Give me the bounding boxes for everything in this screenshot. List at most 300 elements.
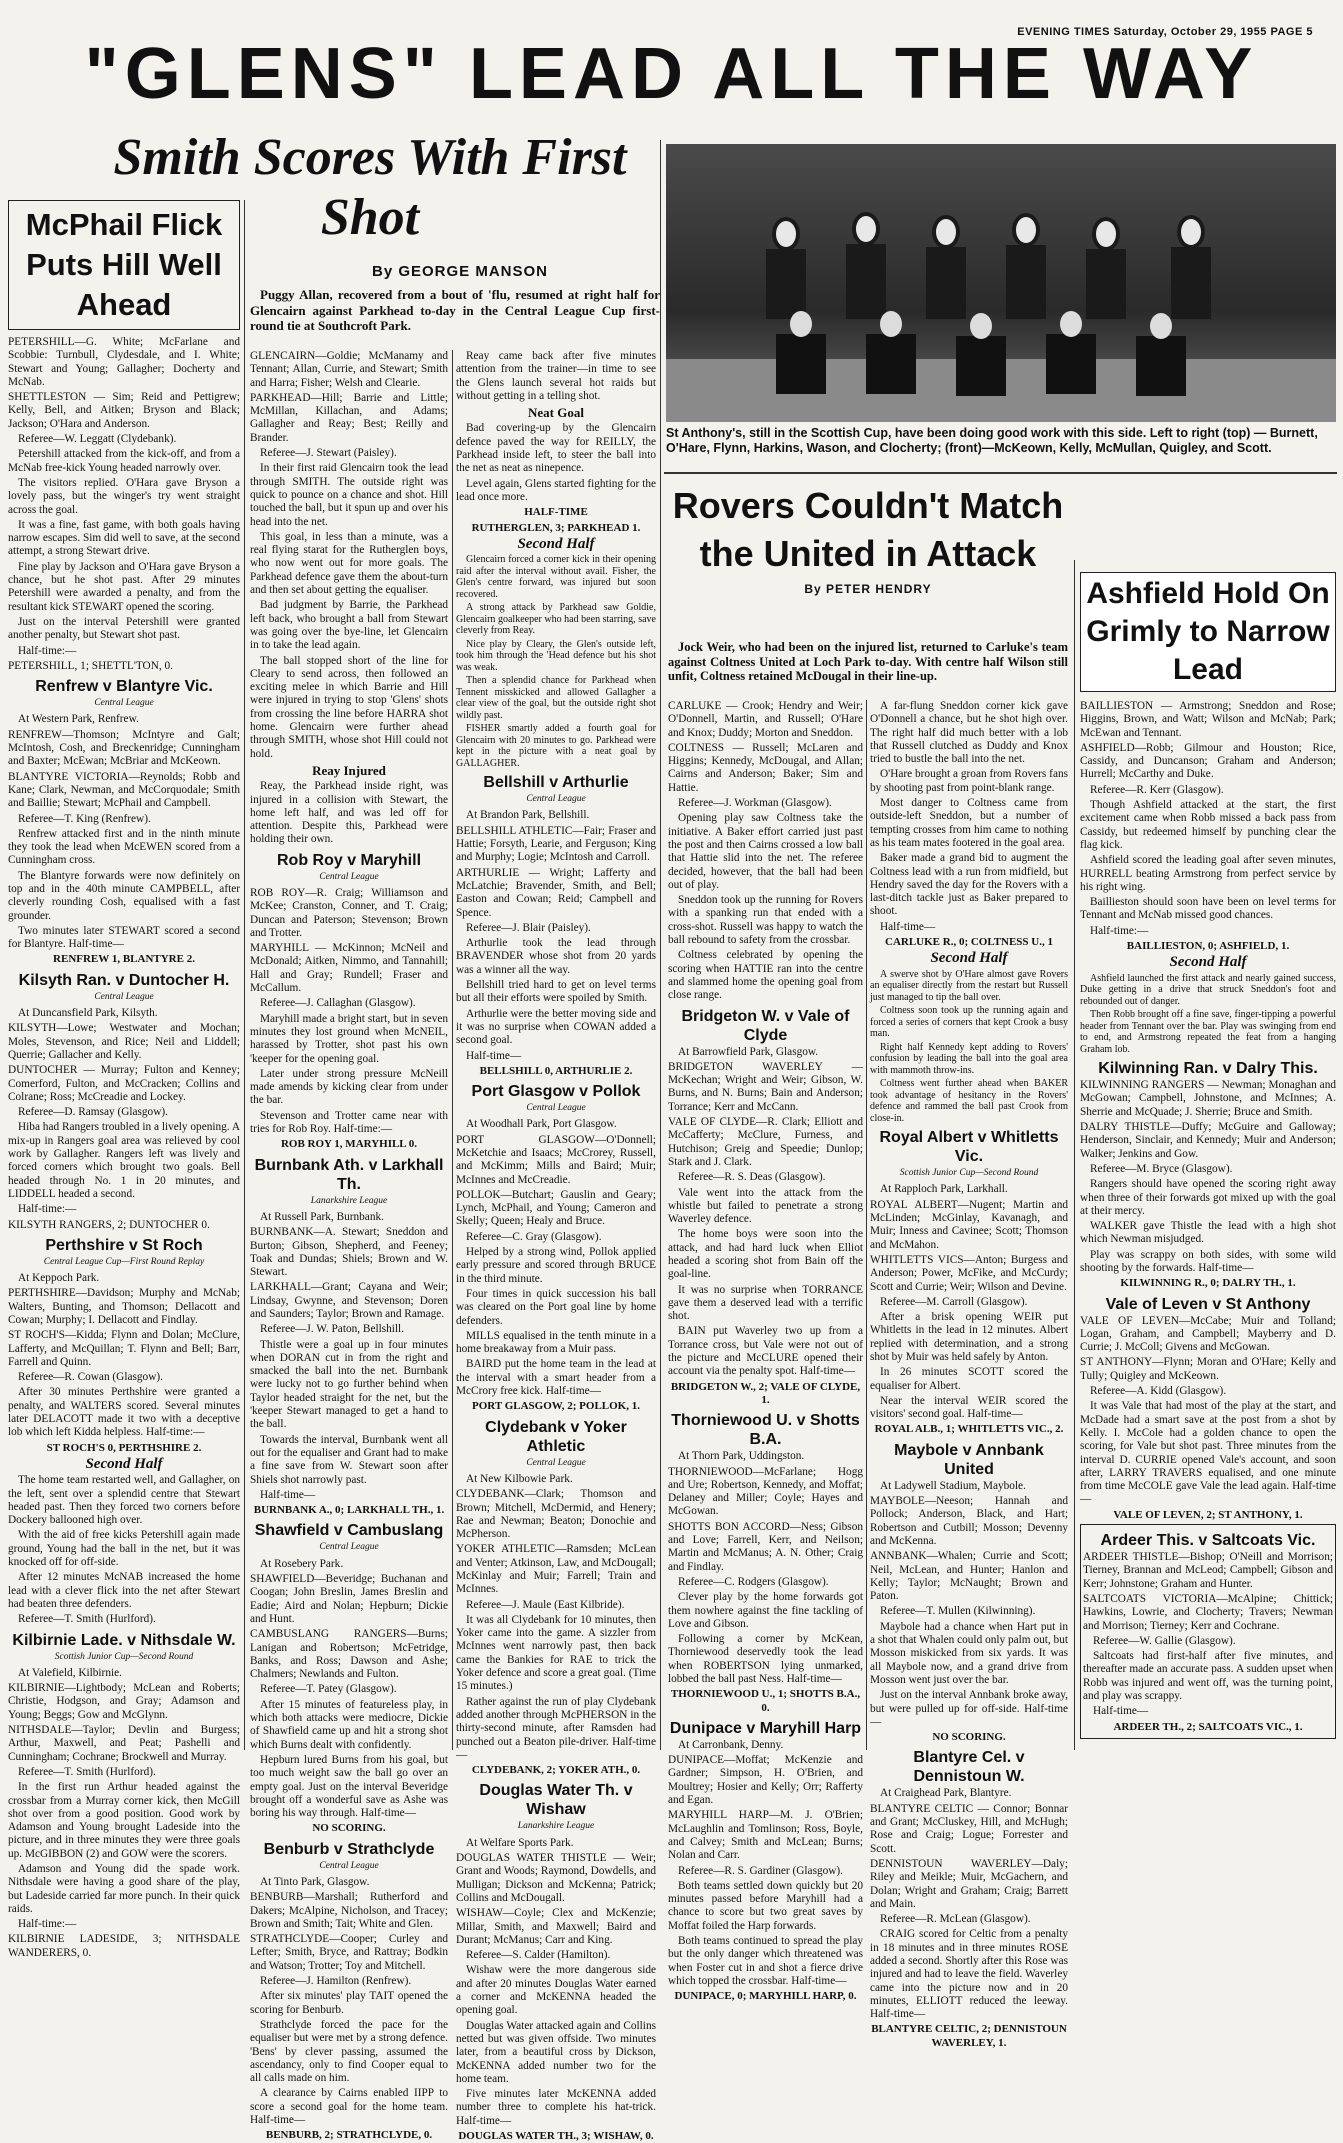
article-paragraph: Referee—J. Callaghan (Glasgow).	[260, 997, 416, 1010]
score-line: BRIDGETON W., 2; VALE OF CLYDE, 1.	[670, 1380, 861, 1406]
article-paragraph: BAILLIESTON — Armstrong; Sneddon and Rose; Higgins, Brown, and Watt; Wilson and McNab; Park; McEwan and Tennant.	[1080, 700, 1336, 739]
perthshire-report	[8, 1236, 240, 1627]
article-paragraph: PORT GLASGOW—O'Donnell; McKetchie and Isaacs; McCrorey, Russell, and McKimm; Mills and Baird; Muir; McInnes and McCreadie.	[456, 1133, 656, 1186]
article-paragraph: RENFREW—Thomson; McIntyre and Galt; McIntosh, Cosh, and Breckenridge; Cunningham and Baxter; McEwan; McBriar and McKeown.	[8, 728, 240, 768]
subheading: Reay Injured	[312, 762, 386, 778]
article-paragraph: After a brisk opening WEIR put Whitletts in the lead in 12 minutes. Albert replied with determination, and a strong shot by Muir was held safely by Anton.	[870, 1311, 1068, 1363]
article-paragraph: Referee—T. King (Renfrew).	[18, 812, 151, 825]
score-line: KILWINNING R., 0; DALRY TH., 1.	[1120, 1277, 1296, 1290]
benburb-report	[250, 1840, 448, 2143]
article-paragraph: Though Ashfield attacked at the start, the first excitement came when Robb missed a back pass from Cassidy, but redeemed himself by punching clear the flag kick.	[1080, 799, 1336, 851]
article-paragraph: At Barrowfield Park, Glasgow.	[678, 1045, 819, 1058]
glencairn-byline: By GEORGE MANSON	[371, 263, 549, 280]
article-paragraph: At Thorn Park, Uddingston.	[678, 1450, 805, 1463]
article-paragraph: SHAWFIELD—Beveridge; Buchanan and Coogan; John Breslin, James Breslin and Eadie; Aird and Nolan; Hepburn; Dickie and Hunt.	[250, 1573, 448, 1625]
bellshill-headline: Bellshill v Arthurlie	[483, 774, 629, 792]
column-2-body	[250, 350, 448, 2142]
column-5	[870, 700, 1068, 2049]
article-paragraph: Referee—M. Carroll (Glasgow).	[880, 1295, 1028, 1308]
petershill-article	[8, 200, 240, 673]
team-photo-image	[666, 144, 1336, 422]
league-label: Central League	[94, 698, 154, 709]
article-paragraph: BURNBANK—A. Stewart; Sneddon and Burton; Gibson, Shepherd, and Feeney; Toak and Dundas; Shiels; Brown and W. Stewart.	[250, 1226, 448, 1279]
column-rule	[660, 140, 661, 1750]
article-paragraph: Level again, Glens started fighting for the lead once more.	[456, 477, 656, 503]
section-rule	[664, 472, 1337, 474]
article-paragraph: Referee—R. S. Deas (Glasgow).	[678, 1171, 826, 1184]
column-3	[456, 350, 656, 2142]
article-paragraph: Ashfield scored the leading goal after seven minutes, HURRELL beating Armstrong from perfect service by his right wing.	[1080, 854, 1336, 893]
score-line: BURNBANK A., 0; LARKHALL TH., 1.	[253, 1504, 445, 1517]
column-1	[8, 207, 240, 1959]
score-line: PETERSHILL, 1; SHETTL'TON, 0.	[8, 659, 173, 672]
article-paragraph: Hepburn lured Burns from his goal, but too much weight saw the ball go over an empty goal. Just on the interval Beveridge brought off a wonderful save as Ashe was boring his way through. Half-time—	[250, 1753, 448, 1820]
dunipace-headline: Dunipace v Maryhill Harp	[669, 1719, 862, 1737]
page-headline: "GLENS" LEAD ALL THE WAY	[84, 34, 1259, 114]
article-paragraph: SALTCOATS VICTORIA—McAlpine; Chittick; Hawkins, Lowrie, and Clocherty; Travers; Newman and Morrison; Tierney; Kerr and Cochrane.	[1083, 1592, 1333, 1632]
article-paragraph: Baillieston should soon have been on level terms for Tennant and McNab missed good chances.	[1080, 896, 1336, 922]
article-paragraph: LARKHALL—Grant; Cayana and Weir; Lindsay, Gwynne, and Stevenson; Doren and Saunders; Taylor; Brown and Ramage.	[250, 1281, 448, 1320]
article-paragraph: Then Robb brought off a fine save, finger-tipping a powerful header from Tennant over the bar. Play was swinging from end to end, and Armstrong repeated the feat from a hanging Graham lob.	[1080, 1009, 1336, 1055]
article-paragraph: A strong attack by Parkhead saw Goldie, Glencairn goalkeeper who had been starring, save cleverly from Reay.	[456, 602, 656, 637]
article-paragraph: Bad judgment by Barrie, the Parkhead left back, who brought a ball from Stewart was going over the bye-line, let Glencairn in to take the lead again.	[250, 599, 448, 652]
article-paragraph: Referee—W. Leggatt (Clydebank).	[18, 433, 177, 446]
glencairn-headline-text: Smith Scores With First Shot	[113, 129, 627, 246]
article-paragraph: KILSYTH—Lowe; Westwater and Mochan; Moles, Stevenson, and Rice; Neil and Liddell; Querrie; Gallacher and Kelly.	[8, 1022, 240, 1061]
article-paragraph: DALRY THISTLE—Duffy; McGuire and Galloway; Henderson, Sinclair, and Kennedy; Muir and Anderson; Walker; Jenkins and Gow.	[1080, 1121, 1336, 1160]
clydebank-report	[456, 1418, 656, 1778]
article-paragraph: Rangers should have opened the scoring right away when three of their forwards got mixed up with the goal at their mercy.	[1080, 1178, 1336, 1217]
article-paragraph: Referee—R. Cowan (Glasgow).	[18, 1371, 163, 1384]
score-line: NO SCORING.	[312, 1822, 386, 1835]
article-paragraph: At Ladywell Stadium, Maybole.	[880, 1479, 1026, 1492]
article-paragraph: Referee—A. Kidd (Glasgow).	[1090, 1385, 1227, 1398]
article-paragraph: DENNISTOUN WAVERLEY—Daly; Riley and Meikle; Muir, McGachern, and Dolan; Wright and Graham; Craig; Barrett and Main.	[870, 1857, 1068, 1910]
article-paragraph: Petershill attacked from the kick-off, and from a McNab free-kick Young headed narrowly over.	[8, 448, 240, 474]
article-paragraph: SHETTLESTON — Sim; Reid and Pettigrew; Kelly, Bell, and Aitken; Bryson and Black; Jackson; O'Hara and Anderson.	[8, 391, 240, 430]
article-paragraph: Referee—J. Maule (East Kilbride).	[466, 1598, 625, 1611]
article-paragraph: PETERSHILL—G. White; McFarlane and Scobbie: Turnbull, Clydesdale, and I. White; Stewart and Young; Gallagher; Docherty and McNab.	[8, 336, 240, 388]
article-paragraph: DUNTOCHER — Murray; Fulton and Kenney; Comerford, Fulton, and McCracken; Collins and Colrane; Ross; McCreadie and Lockey.	[8, 1064, 240, 1103]
article-paragraph: NITHSDALE—Taylor; Devlin and Burgess; Arthur, Maxwell, and Peat; Pashelli and Cunningham; Cochrane; Brockwell and Murray.	[8, 1724, 240, 1763]
article-paragraph: Fine play by Jackson and O'Hara gave Bryson a chance, but he shot past. After 29 minutes Petershill were awarded a penalty, and from the resultant kick STEWART opened the scoring.	[8, 560, 240, 613]
article-paragraph: Near the interval WEIR scored the visitors' second goal. Half-time—	[870, 1394, 1068, 1421]
score-line: DUNIPACE, 0; MARYHILL HARP, 0.	[674, 1990, 857, 2003]
article-paragraph: BELLSHILL ATHLETIC—Fair; Fraser and Hattie; Forsyth, Learie, and Ferguson; King and Murphy; Logie; McIntosh and Carroll.	[456, 824, 656, 864]
article-paragraph: MARYHILL — McKinnon; McNeil and McDonald; Aitken, Nimmo, and Tannahill; Hall and Gray; Rundell; Fraser and McCallum.	[250, 942, 448, 995]
column-rule	[1074, 560, 1075, 1750]
article-paragraph: The visitors replied. O'Hara gave Bryson a lovely pass, but the winger's try went straight across the goal.	[8, 476, 240, 516]
article-paragraph: Referee—D. Ramsay (Glasgow).	[18, 1106, 168, 1119]
article-paragraph: Renfrew attacked first and in the ninth minute they took the lead when McEWEN scored from a Cunningham cross.	[8, 827, 240, 867]
article-paragraph: ROB ROY—R. Craig; Williamson and McKee; Cranston, Conner, and T. Craig; Duncan and Paterson; Stevenson; Brown and Trotter.	[250, 886, 448, 939]
article-paragraph: WHITLETTS VICS—Anton; Burgess and Anderson; Power, McFike, and McCurdy; Scott and Currie; Weir; Wilson and Devine.	[870, 1253, 1068, 1293]
league-label: Central League	[94, 991, 154, 1002]
ashfield-headline-box	[1080, 572, 1336, 692]
article-paragraph: Two minutes later STEWART scored a second for Blantyre. Half-time—	[8, 924, 240, 951]
article-paragraph: ARDEER THISTLE—Bishop; O'Neill and Morrison; Tierney, Brannan and McLeod; Campbell; Gibson and Kerr; Johnstone; Graham and Hunter.	[1083, 1551, 1333, 1590]
article-paragraph: BAIN put Waverley two up from a Torrance cross, but Vale were not out of the picture and McCLURE opened their account via the penalty spot. Half-time—	[668, 1325, 863, 1378]
score-line: NO SCORING.	[932, 1731, 1006, 1744]
article-paragraph: It was a fine, fast game, with both goals having narrow escapes. Sim did well to save, at the second attempt, a strong Stewart drive.	[8, 518, 240, 558]
second-half-heading: Second Half	[85, 1455, 163, 1472]
article-paragraph: The Blantyre forwards were now definitely on top and in the 40th minute CAMPBELL, after cleverly rounding Cosh, equalised with a fast grounder.	[8, 869, 240, 922]
second-half-heading: Second Half	[930, 950, 1008, 967]
portglasgow-report	[456, 1082, 656, 1414]
score-line: BLANTYRE CELTIC, 2; DENNISTOUN WAVERLEY, 1.	[871, 2023, 1067, 2049]
half-time-label: HALF-TIME	[524, 506, 588, 519]
article-paragraph: Wishaw were the more dangerous side and after 20 minutes Douglas Water earned a corner and McKENNA headed the opening goal.	[456, 1964, 656, 2017]
team-photo-caption: St Anthony's, still in the Scottish Cup, have been doing good work with this side. Left to right (top) — Burnett, O'Hare, Flynn, Harkins, Wason, and Clocherty; (front)—McKeown, Kelly, McMullan, Quigley, and Scott.	[666, 426, 1318, 455]
article-paragraph: VALE OF LEVEN—McCabe; Muir and Tolland; Logan, Graham, and Campbell; Mayberry and D. Currie; J. McColl; Givens and McGowan.	[1080, 1314, 1336, 1354]
article-paragraph: Play was scrappy on both sides, with some wild shooting by the forwards. Half-time—	[1080, 1248, 1336, 1274]
article-paragraph: ARTHURLIE — Wright; Lafferty and McLatchie; Bravender, Smith, and Bell; Easton and Cowan; Reid; Campbell and Spence.	[456, 866, 656, 919]
article-paragraph: ANNBANK—Whalen; Currie and Scott; Neil, McLean, and Hunter; Hanlon and Kelly; Taylor; McNaught; Brown and Paton.	[870, 1550, 1068, 1603]
article-paragraph: Rather against the run of play Clydebank added another through McPHERSON in the thirty-second minute, after Ramsden had punched out a Beaton pile-driver. Half-time—	[456, 1695, 656, 1761]
score-line: BAILLIESTON, 0; ASHFIELD, 1.	[1126, 940, 1290, 953]
article-paragraph: WALKER gave Thistle the lead with a high shot which Newman misjudged.	[1080, 1220, 1336, 1246]
article-paragraph: Referee—R. Kerr (Glasgow).	[1090, 783, 1224, 796]
article-paragraph: Vale went into the attack from the whistle but failed to penetrate a strong Waverley defence.	[668, 1186, 863, 1226]
article-paragraph: Following a corner by McKean, Thorniewood deservedly took the lead when ROBERTSON lying unmarked, lobbed the ball past Ness. Half-time—	[668, 1633, 863, 1685]
article-paragraph: POLLOK—Butchart; Gauslin and Geary; Lynch, McPhail, and Young; Cameron and Skelly; Queen; Healy and Bruce.	[456, 1188, 656, 1228]
article-paragraph: Referee—T. Smith (Hurlford).	[18, 1613, 156, 1626]
article-paragraph: PERTHSHIRE—Davidson; Murphy and McNab; Walters, Bunting, and Thomson; Dellacott and Cowan; Murphy; I. Dellacott and Findlay.	[8, 1287, 240, 1326]
article-paragraph: DOUGLAS WATER THISTLE — Weir; Grant and Woods; Raymond, Dowdells, and Mulligan; Dickson and McKenna; Patrick; Collins and McDougall.	[456, 1852, 656, 1904]
valeofleven-report	[1080, 1295, 1336, 1522]
score-line: KILSYTH RANGERS, 2; DUNTOCHER 0.	[8, 1218, 210, 1231]
article-paragraph: ROYAL ALBERT—Nugent; Martin and McLinden; McGinlay, Kavanagh, and Muir; Inness and Cavinee; Scott; Thomson and McMahon.	[870, 1198, 1068, 1251]
article-paragraph: Saltcoats had first-half after five minutes, and thereafter made an accurate pass. A sudden upset when Robb was injured and went off, was the turning point, and play was scrappy.	[1083, 1650, 1333, 1703]
article-paragraph: At Craighead Park, Blantyre.	[880, 1787, 1012, 1800]
article-paragraph: Coltness celebrated by opening the scoring when HATTIE ran into the centre and slammed home the opening goal from close range.	[668, 949, 863, 1002]
douglas-headline: Douglas Water Th. v Wishaw	[479, 1782, 633, 1819]
article-paragraph: Coltness soon took up the running again and forced a series of corners that kept Crook a busy man.	[870, 1005, 1068, 1040]
score-line: KILBIRNIE LADESIDE, 3; NITHSDALE WANDERERS, 0.	[8, 1933, 240, 1959]
score-line: CLYDEBANK, 2; YOKER ATH., 0.	[471, 1764, 641, 1777]
league-label: Central League Cup—First Round Replay	[43, 1256, 205, 1267]
league-label: Central League	[319, 1860, 379, 1871]
article-paragraph: The home boys were soon into the attack, and had hard luck when Elliot headed a scoring shot from Bain off the goal-line.	[668, 1228, 863, 1281]
article-paragraph: At Russell Park, Burnbank.	[260, 1210, 384, 1223]
article-paragraph: Half-time:—	[18, 1203, 77, 1216]
article-paragraph: Towards the interval, Burnbank went all out for the equaliser and Grant had to make a fine save from W. Stewart soon after Shiels shot narrowly past.	[250, 1433, 448, 1486]
article-paragraph: Arthurlie took the lead through BRAVENDER whose shot from 20 yards was a winner all the way.	[456, 937, 656, 976]
glencairn-head	[70, 128, 650, 280]
article-paragraph: Coltness went further ahead when BAKER took advantage of hesitancy in the Rovers' defence and rammed the ball past Crook from close-in.	[870, 1078, 1068, 1124]
score-line: ST ROCH'S 0, PERTHSHIRE 2.	[46, 1441, 202, 1454]
article-paragraph: Half-time—	[260, 1488, 316, 1501]
renfrew-report	[8, 677, 240, 967]
article-paragraph: A far-flung Sneddon corner kick gave O'Donnell a chance, but he shot high over. The right half did much better with a lob that Russell clutched as Duddy and Knox tried to bustle the ball into the net.	[870, 700, 1068, 766]
article-paragraph: CLYDEBANK—Clark; Thomson and Brown; Mitchell, McDermid, and Henery; Rae and Newman; Beaton; Donochie and McPherson.	[456, 1488, 656, 1541]
league-label: Central League	[319, 871, 379, 882]
article-paragraph: Then a splendid chance for Parkhead when Tennent misskicked and allowed Gallagher a clear view of the goal, but the outside right shot wildly past.	[456, 675, 656, 721]
article-paragraph: ST ANTHONY—Flynn; Moran and O'Hare; Kelly and Tully; Quigley and McKeown.	[1080, 1356, 1336, 1382]
ardeer-report	[1080, 1524, 1336, 1739]
article-paragraph: Later under strong pressure McNeill made amends by kicking clear from under the bar.	[250, 1067, 448, 1107]
article-paragraph: YOKER ATHLETIC—Ramsden; McLean and Venter; Atkinson, Law, and McDougall; McKinlay and Muir; Farrell; Train and McInnes.	[456, 1543, 656, 1596]
article-paragraph: Baker made a grand bid to augment the Coltness lead with a run from midfield, but Hendry saved the day for the Rovers with a last-ditch tackle just as Baker prepared to shoot.	[870, 852, 1068, 918]
article-paragraph: COLTNESS — Russell; McLaren and Higgins; Kennedy, McDougal, and Allan; Cairns and Anderson; Baker; Sim and Hattie.	[668, 741, 863, 794]
article-paragraph: Referee—W. Gallie (Glasgow).	[1093, 1634, 1236, 1647]
maybole-headline: Maybole v Annbank United	[894, 1441, 1044, 1478]
shawfield-report	[250, 1521, 448, 1835]
rovers-intro: Jock Weir, who had been on the injured list, returned to Carluke's team against Coltness United at Loch Park to-day. With centre half Wilson still unfit, Coltness retained McDougal in their line-up.	[668, 640, 1068, 683]
league-label: Central League	[319, 1542, 379, 1553]
article-paragraph: DUNIPACE—Moffat; McKenzie and Gardner; Simpson, H. O'Brien, and Moultrey; Hosier and Kelly; Orr; Rafferty and Egan.	[668, 1754, 863, 1807]
article-paragraph: At Duncansfield Park, Kilsyth.	[18, 1007, 158, 1020]
article-paragraph: Referee—J. W. Paton, Bellshill.	[260, 1323, 405, 1336]
article-paragraph: Maryhill made a bright start, but in seven minutes they lost ground when McNEIL, harassed by Trotter, shot past his own 'keeper for the opening goal.	[250, 1012, 448, 1065]
article-paragraph: Referee—T. Patey (Glasgow).	[260, 1683, 397, 1696]
article-paragraph: Five minutes later McKENNA added number three to complete his hat-trick. Half-time—	[456, 2088, 656, 2127]
article-paragraph: Reay came back after five minutes attention from the trainer—in time to see the Glens launch several hot raids but without getting in a telling shot.	[456, 350, 656, 402]
article-paragraph: Bellshill tried hard to get on level terms but all their efforts were spoiled by Smith.	[456, 979, 656, 1005]
article-paragraph: Referee—C. Rodgers (Glasgow).	[678, 1575, 829, 1588]
article-paragraph: WISHAW—Coyle; Clex and McKenzie; Millar, Smith, and Maxwell; Baird and Durant; McManus; Carr and King.	[456, 1907, 656, 1946]
portglasgow-headline: Port Glasgow v Pollok	[471, 1083, 641, 1101]
article-paragraph: Stevenson and Trotter came near with tries for Rob Roy. Half-time:—	[250, 1109, 448, 1136]
article-paragraph: Half-time:—	[1090, 924, 1149, 937]
perthshire-headline: Perthshire v St Roch	[45, 1236, 203, 1254]
bridgeton-headline: Bridgeton W. v Vale of Clyde	[681, 1007, 850, 1044]
article-paragraph: Referee—J. Stewart (Paisley).	[260, 447, 397, 460]
kilsyth-headline: Kilsyth Ran. v Duntocher H.	[18, 971, 230, 989]
thorniewood-headline: Thorniewood U. v Shotts B.A.	[671, 1412, 860, 1449]
league-label: Lanarkshire League	[310, 1195, 388, 1206]
royalalbert-report	[870, 1128, 1068, 1437]
article-paragraph: Clever play by the home forwards got them nowhere against the fine tackling of Love and Gibson.	[668, 1591, 863, 1630]
article-paragraph: Glencairn forced a corner kick in their opening raid after the interval without avail. Fisher, the Glen's centre forward, was injured but soon recovered.	[456, 554, 656, 600]
burnbank-report	[250, 1156, 448, 1518]
column-rule	[244, 200, 245, 1750]
article-paragraph: Sneddon took up the running for Rovers with a spanking run that ended with a cross-shot. Russell was happy to watch the ball rebound to safety from the crossbar.	[668, 894, 863, 947]
article-paragraph: Half-time—	[880, 920, 936, 933]
league-label: Lanarkshire League	[517, 1821, 595, 1832]
valeofleven-headline: Vale of Leven v St Anthony	[1105, 1295, 1311, 1313]
article-paragraph: After 12 minutes McNAB increased the home lead with a clever flick into the net after Stewart had beaten three defenders.	[8, 1571, 240, 1610]
article-paragraph: MILLS equalised in the tenth minute in a home breakaway from a Muir pass.	[456, 1329, 656, 1356]
score-line: RUTHERGLEN, 3; PARKHEAD 1.	[471, 521, 641, 534]
glencairn-headline	[70, 128, 650, 248]
article-paragraph: SHOTTS BON ACCORD—Ness; Gibson and Love; Farrell, Kerr, and Neilson; Martin and McManus; A. N. Other; Craig and Findlay.	[668, 1520, 863, 1573]
article-paragraph: Nice play by Cleary, the Glen's outside left, took him through the 'Head defence but his shot was weak.	[456, 638, 656, 673]
second-half-heading: Second Half	[517, 535, 595, 552]
kilsyth-report	[8, 971, 240, 1232]
rovers-headline: Rovers Couldn't Match the United in Attack	[672, 485, 1064, 574]
article-paragraph: VALE OF CLYDE—R. Clark; Elliott and McCafferty; McClure, Furness, and Hutchison; Greig and Speedie; Dunlop; Stark and J. Clark.	[668, 1116, 863, 1168]
article-paragraph: Referee—S. Calder (Hamilton).	[466, 1949, 611, 1962]
dunipace-report	[668, 1719, 863, 2004]
league-label: Central League	[526, 794, 586, 805]
glencairn-intro: Puggy Allan, recovered from a bout of 'flu, resumed at right half for Glencairn against Parkhead to-day in the Central League Cup first-round tie at Southcroft Park.	[250, 287, 660, 333]
rovers-byline: By PETER HENDRY	[804, 582, 932, 596]
article-paragraph: A swerve shot by O'Hare almost gave Rovers an equaliser directly from the restart but Russell just managed to tip the ball over.	[870, 968, 1068, 1003]
article-paragraph: FISHER smartly added a fourth goal for Glencairn with 20 minutes to go. Parkhead were kept in the picture with a neat goal by GALLAGHER.	[456, 723, 656, 769]
article-paragraph: At Tinto Park, Glasgow.	[260, 1875, 370, 1888]
blantyrecel-headline: Blantyre Cel. v Dennistoun W.	[913, 1749, 1025, 1786]
article-paragraph: At Brandon Park, Bellshill.	[466, 809, 590, 822]
ardeer-headline: Ardeer This. v Saltcoats Vic.	[1100, 1532, 1316, 1550]
article-paragraph: With the aid of free kicks Petershill again made ground, Young had the ball in the net, but it was knocked off for off-side.	[8, 1529, 240, 1569]
article-paragraph: At Rapploch Park, Larkhall.	[880, 1183, 1008, 1196]
article-paragraph: At Western Park, Renfrew.	[18, 713, 139, 726]
score-line: CARLUKE R., 0; COLTNESS U., 1	[885, 936, 1053, 949]
article-paragraph: Referee—T. Mullen (Kilwinning).	[880, 1605, 1036, 1618]
score-line: PORT GLASGOW, 2; POLLOK, 1.	[471, 1400, 640, 1413]
rovers-head	[668, 482, 1068, 596]
page-folio: EVENING TIMES Saturday, October 29, 1955 PAGE 5	[1017, 26, 1313, 38]
thorniewood-report	[668, 1411, 863, 1715]
article-paragraph: BRIDGETON WAVERLEY — McKechan; Wright and Weir; Gibson, W. Burns, and N. Burns; Bain and Anderson; Torrance; Kerr and McCann.	[668, 1060, 863, 1113]
kilwinning-report	[1080, 1059, 1336, 1290]
benburb-headline: Benburb v Strathclyde	[263, 1840, 435, 1858]
score-line: BENBURB, 2; STRATHCLYDE, 0.	[265, 2129, 433, 2142]
burnbank-headline: Burnbank Ath. v Larkhall Th.	[254, 1156, 444, 1193]
article-paragraph: Referee—J. Hamilton (Renfrew).	[260, 1975, 412, 1988]
article-paragraph: Reay, the Parkhead inside right, was injured in a collision with Stewart, the home left half, and was led off for attention. Despite this, Parkhead were holding their own.	[250, 780, 448, 846]
column-6	[1080, 572, 1336, 1750]
kilbirnie-report	[8, 1631, 240, 1961]
article-paragraph: Referee—C. Gray (Glasgow).	[466, 1230, 602, 1243]
article-paragraph: Arthurlie were the better moving side and it was no surprise when COWAN added a second goal.	[456, 1007, 656, 1047]
robroy-report	[250, 851, 448, 1152]
article-paragraph: It was Vale that had most of the play at the start, and McDade had a smart save at the post from a shot by Kelly. I. McCole had a golden chance to open the scoring, for Vale but shot past. Three minutes from the interval D. CURRIE opened Vale's account, and soon after, LARRY TRAVERS equalised, and one minute from time McCOLE gave Vale the lead again. Half-time—	[1080, 1400, 1336, 1506]
kilbirnie-headline: Kilbirnie Lade. v Nithsdale W.	[12, 1631, 236, 1649]
article-paragraph: Hiba had Rangers troubled in a lively opening. A mix-up in Rangers goal area was relieved by cool work by Gallagher. Rangers left was lively and forced corners which brought two goals. Bell headed through No. 1 in 20 minutes, and LIDDELL headed a second.	[8, 1121, 240, 1200]
ashfield-headline: Ashfield Hold On Grimly to Narrow Lead	[1086, 577, 1330, 686]
article-paragraph: KILBIRNIE—Lightbody; McLean and Roberts; Christie, Hodgson, and Gray; Adamson and Young; Beggs; Gow and McGlynn.	[8, 1682, 240, 1721]
kilwinning-headline: Kilwinning Ran. v Dalry This.	[1098, 1060, 1318, 1078]
article-paragraph: This goal, in less than a minute, was a real flying starat for the Rutherglen boys, who now went out for more goals. The Parkhead defence gave them the about-turn and then set about getting the equaliser.	[250, 530, 448, 597]
article-paragraph: At Welfare Sports Park.	[466, 1836, 574, 1849]
article-paragraph: At Keppoch Park.	[18, 1272, 100, 1285]
bridgeton-report	[668, 1007, 863, 1408]
article-paragraph: MARYHILL HARP—M. J. O'Brien; McLaughlin and Tomlinson; Ross, Boyle, and Calvey; Smith and McLean; Burns; Nolan and Carr.	[668, 1809, 863, 1862]
article-paragraph: In 26 minutes SCOTT scored the equaliser for Albert.	[870, 1366, 1068, 1392]
article-paragraph: Maybole had a chance when Hart put in a shot that Whalen could only palm out, but Mosson miskicked from six yards. It was all Maybole now, and a grand drive from Mosson went just over the bar.	[870, 1620, 1068, 1686]
article-paragraph: After 30 minutes Perthshire were granted a penalty, and WALTERS scored. Several minutes later DELACOTT made it two with a deceptive lob which left Kidda helpless. Half-time:—	[8, 1386, 240, 1439]
article-paragraph: Both teams settled down quickly but 20 minutes passed before Maryhill had a chance to score but two great saves by Moffat foiled the Harp forwards.	[668, 1879, 863, 1932]
article-paragraph: Douglas Water attacked again and Collins netted but was given offside. Two minutes later, from a beautiful cross by Dickson, McKENNA added number two for the home team.	[456, 2019, 656, 2085]
score-line: VALE OF LEVEN, 2; ST ANTHONY, 1.	[1113, 1508, 1303, 1521]
column-rule	[866, 700, 867, 1750]
score-line: ROYAL ALB., 1; WHITLETTS VIC., 2.	[874, 1423, 1064, 1436]
article-paragraph: At Woodhall Park, Port Glasgow.	[466, 1118, 617, 1131]
article-paragraph: Half-time—	[466, 1049, 522, 1062]
maybole-report	[870, 1441, 1068, 1745]
league-label: Scottish Junior Cup—Second Round	[54, 1651, 194, 1662]
article-paragraph: Half-time:—	[18, 1918, 77, 1931]
article-paragraph: Strathclyde forced the pace for the equaliser but were met by a strong defence. 'Bens' by clever passing, assumed the ascendancy, only to find Cooper equal to all calls made on him.	[250, 2018, 448, 2085]
article-paragraph: Referee—T. Smith (Hurlford).	[18, 1765, 156, 1778]
article-paragraph: It was no surprise when TORRANCE gave them a deserved lead with a terrific shot.	[668, 1283, 863, 1323]
column-4	[668, 700, 863, 2003]
article-paragraph: Four times in quick succession his ball was cleared on the Port goal line by home defenders.	[456, 1287, 656, 1327]
article-paragraph: THORNIEWOOD—McFarlane; Hogg and Ure; Robertson, Kennedy, and Moffat; Delaney and Miller; Coyle; Hayes and McGowan.	[668, 1465, 863, 1518]
article-paragraph: BENBURB—Marshall; Rutherford and Dakers; McAlpine, Nicholson, and Tracey; Brown and Smith; Tait; White and Glen.	[250, 1891, 448, 1930]
rovers-intro-box	[668, 640, 1068, 692]
article-paragraph: CARLUKE — Crook; Hendry and Weir; O'Donnell, Martin, and Russell; O'Hare and Knox; Duddy; Morton and Sneddon.	[668, 700, 863, 739]
article-paragraph: Bad covering-up by the Glencairn defence paved the way for REILLY, the Parkhead inside left, to steer the ball into the net as neat as ninepence.	[456, 422, 656, 475]
score-line: THORNIEWOOD U., 1; SHOTTS B.A., 0.	[670, 1688, 861, 1714]
score-line: DOUGLAS WATER TH., 3; WISHAW, 0.	[458, 2129, 654, 2142]
article-paragraph: ST ROCH'S—Kidda; Flynn and Dolan; McClure, Lafferty, and McQuillan; T. Flynn and Bell; Barr, Farrell and Quinn.	[8, 1329, 240, 1368]
article-paragraph: The ball stopped short of the line for Cleary to send across, then followed an exciting melee in which Barrie and Hill were injured in trying to stop 'Glens' shots from crossing the line before HARRA shot home. Glencairn were further ahead through SMITH, whose shot Hill could not hold.	[250, 654, 448, 760]
score-line: ARDEER TH., 2; SALTCOATS VIC., 1.	[1113, 1720, 1303, 1733]
article-paragraph: BLANTYRE CELTIC — Connor; Bonnar and Grant; McCluskey, Hill, and McHugh; Rose and Craig; Logue; Forrester and Scott.	[870, 1802, 1068, 1855]
article-paragraph: At Rosebery Park.	[260, 1557, 344, 1570]
article-paragraph: Helped by a strong wind, Pollok applied early pressure and scored through BRUCE in the third minute.	[456, 1246, 656, 1285]
article-paragraph: Right half Kennedy kept adding to Rovers' confusion by leading the ball into the goal area with mammoth throw-ins.	[870, 1041, 1068, 1076]
article-paragraph: BAIRD put the home team in the lead at the interval with a smart header from a McCrory free kick. Half-time—	[456, 1358, 656, 1398]
article-paragraph: GLENCAIRN—Goldie; McManamy and Tennant; Allan, Currie, and Stewart; Smith and Harra; Fisher; Welsh and Clearie.	[250, 350, 448, 389]
robroy-headline: Rob Roy v Maryhill	[276, 851, 422, 869]
league-label: Central League	[526, 1457, 586, 1468]
article-paragraph: At New Kilbowie Park.	[466, 1472, 573, 1485]
blantyrecel-report	[870, 1748, 1068, 2050]
article-paragraph: Referee—J. Workman (Glasgow).	[678, 797, 832, 810]
article-paragraph: PARKHEAD—Hill; Barrie and Little; McMillan, Killachan, and Adams; Gallagher and Reay; Best; Reilly and Brander.	[250, 391, 448, 444]
article-paragraph: Just on the interval Petershill were granted another penalty, but Stewart shot past.	[8, 615, 240, 642]
score-line: ROB ROY 1, MARYHILL 0.	[280, 1138, 418, 1151]
team-photo	[666, 144, 1336, 422]
score-line: BELLSHILL 0, ARTHURLIE 2.	[479, 1064, 633, 1077]
article-paragraph: At Carronbank, Denny.	[678, 1738, 784, 1751]
article-paragraph: At Valefield, Kilbirnie.	[18, 1666, 122, 1679]
article-paragraph: STRATHCLYDE—Cooper; Curley and Lefter; Smith, Bryce, and Rattray; Bodkin and Watson; Trotter; Toy and Mitchell.	[250, 1933, 448, 1972]
article-paragraph: A clearance by Cairns enabled IIPP to score a second goal for the home team. Half-time—	[250, 2087, 448, 2127]
article-paragraph: Referee—R. McLean (Glasgow).	[880, 1913, 1031, 1926]
article-paragraph: The home team restarted well, and Gallagher, on the left, sent over a splendid centre that Stewart headed past. Then they forced two corners before Dockery ballooned high over.	[8, 1474, 240, 1527]
article-paragraph: Most danger to Coltness came from outside-left Sneddon, but a number of tempting crosses from him came to nothing as his team mates footered in the goal area.	[870, 797, 1068, 849]
article-paragraph: Adamson and Young did the spade work. Nithsdale were having a good share of the play, but Ladeside carried far more punch. In their quick raids.	[8, 1862, 240, 1915]
douglas-report	[456, 1781, 656, 2143]
article-paragraph: In their first raid Glencairn took the lead through SMITH. The outside right was quick to pounce on a chance and shot. Hill touched the ball, but it spun up and over his head into the net.	[250, 462, 448, 528]
article-paragraph: CRAIG scored for Celtic from a penalty in 18 minutes and in three minutes ROSE added a second. Shortly after this Rose was injured and had to leave the field. Waverley came into the picture now and in 20 minutes, ELLIOTT reduced the leeway. Half-time—	[870, 1928, 1068, 2021]
article-paragraph: Half-time—	[1093, 1705, 1149, 1718]
article-paragraph: ASHFIELD—Robb; Gilmour and Houston; Rice, Cassidy, and Duncanson; Graham and Anderson; Hurrell; McCarthy and Duke.	[1080, 741, 1336, 781]
article-paragraph: Just on the interval Annbank broke away, but were pulled up for off-side. Half-time—	[870, 1689, 1068, 1728]
article-paragraph: BLANTYRE VICTORIA—Reynolds; Robb and Kane; Clark, Newman, and McCorquodale; Smith and Baillie; Stewart; McPhail and Campbell.	[8, 770, 240, 810]
column-rule	[452, 350, 453, 1750]
article-paragraph: O'Hare brought a groan from Rovers fans by shooting past from point-blank range.	[870, 768, 1068, 794]
clydebank-headline: Clydebank v Yoker Athletic	[485, 1418, 627, 1455]
league-label: Central League	[526, 1103, 586, 1114]
renfrew-headline: Renfrew v Blantyre Vic.	[35, 678, 213, 696]
article-paragraph: Opening play saw Coltness take the initiative. A Baker effort carried just past the post and then Cairns crossed a low ball that Hattie slid into the net. The referee decided, however, that the ball had been out of play.	[668, 812, 863, 891]
article-paragraph: Ashfield launched the first attack and nearly gained success, Duke getting in a drive that struck Sneddon's foot and rebounded out of danger.	[1080, 972, 1336, 1007]
article-paragraph: CAMBUSLANG RANGERS—Burns; Lanigan and Robertson; McFetridge, Banks, and Ross; Dawson and Ashe; Chalmers; Newlands and Fulton.	[250, 1628, 448, 1681]
petershill-headline: McPhail Flick Puts Hill Well Ahead	[25, 207, 223, 322]
royalalbert-headline: Royal Albert v Whitletts Vic.	[879, 1129, 1059, 1166]
article-paragraph: Both teams continued to spread the play but the only danger which threatened was when Foster cut in and shot a fierce drive which topped the crossbar. Half-time—	[668, 1935, 863, 1987]
article-paragraph: After six minutes' play TAIT opened the scoring for Benburb.	[250, 1990, 448, 2016]
article-paragraph: Half-time:—	[18, 644, 77, 657]
article-paragraph: Thistle were a goal up in four minutes when DORAN cut in from the right and smacked the ball into the net. Burnbank were lucky not to go further behind when Taylor headed straight for the net, but the 'keeper Stewart managed to get a hand to the ball.	[250, 1338, 448, 1431]
article-paragraph: In the first run Arthur headed against the crossbar from a Murray corner kick, then McGill shot over from a good position. Good work by Adamson and Young brought Ladeside into the picture, and in three minutes they were three goals up. McGIBBON (2) and GOW were the scorers.	[8, 1781, 240, 1860]
article-paragraph: Referee—M. Bryce (Glasgow).	[1090, 1162, 1233, 1175]
article-paragraph: After 15 minutes of featureless play, in which both attacks were mediocre, Dickie of Shawfield came up and hit a strong shot which Burns dealt with confidently.	[250, 1698, 448, 1751]
article-paragraph: It was all Clydebank for 10 minutes, then Yoker came into the game. A sizzler from McInnes went narrowly past, then back came the Bankies for RAE to trick the Yoker defence and score a great goal. (Time 15 minutes.)	[456, 1613, 656, 1693]
bellshill-report	[456, 773, 656, 1078]
article-paragraph: Referee—R. S. Gardiner (Glasgow).	[678, 1864, 844, 1877]
second-half-heading: Second Half	[1169, 954, 1247, 971]
score-line: RENFREW 1, BLANTYRE 2.	[53, 953, 195, 966]
article-paragraph: Referee—J. Blair (Paisley).	[466, 921, 591, 934]
subheading: Neat Goal	[528, 405, 584, 421]
